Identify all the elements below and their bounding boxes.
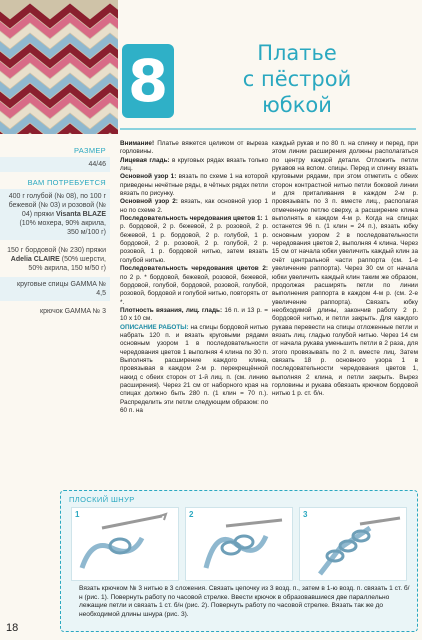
pattern-1-text: вязать по схеме 1 на которой приведены нечётные ряды, в чётных рядах петли вязать по рисунку. (120, 173, 268, 198)
figure-2-label: 2 (189, 510, 194, 519)
gauge-text: 16 п. и 13 р. = 10 х 10 см. (120, 306, 268, 323)
figure-1 (71, 507, 179, 581)
yarn-1-brand: Visanta BLAZE (55, 211, 106, 218)
yarn-1-text: 400 г голубой (№ 08), по 100 г бежевой (№ 03) и розовой (№ 04) пряжи (8, 193, 106, 218)
page-number: 18 (6, 622, 19, 634)
attention-text: Платье вяжется целиком от выреза горловины. (120, 140, 268, 156)
work-description-label: ОПИСАНИЕ РАБОТЫ: (120, 323, 189, 331)
size-value-block (0, 157, 110, 172)
yarn-2-block (0, 246, 110, 273)
yarn-2-text: 150 г бордовой (№ 230) пряжи (7, 247, 106, 254)
materials-heading: ВАМ ПОТРЕБУЕТСЯ (27, 178, 106, 187)
figure-3-drawing (300, 508, 406, 580)
yarn-2-brand: Adelia CLAIRE (10, 256, 60, 263)
instructions-column-2 (272, 140, 418, 399)
flat-cord-scheme (60, 490, 418, 632)
figure-2 (185, 507, 293, 581)
gauge-label: Плотность вязания, лиц. гладь: (120, 306, 223, 314)
title-line-3: юбкой (262, 93, 332, 117)
pattern-2-text: вязать, как основной узор 1 но по схеме 2. (120, 198, 268, 214)
needles-block (0, 277, 110, 301)
pattern-2-label: Основной узор 2: (120, 198, 178, 206)
title-line-2: с пёстрой (242, 67, 352, 91)
pattern-1-label: Основной узор 1: (120, 173, 177, 181)
figure-1-label: 1 (75, 510, 80, 519)
size-heading: РАЗМЕР (73, 146, 106, 155)
figure-1-drawing (72, 508, 178, 580)
color-sequence-1-text: 1 р. бордовой, 2 р. бежевой, 2 р. розовой, 2 р. бежевой, 1 р. бордовой, 2 р. голубой, 1 р. бордовой, 2 р. розовой, 2 р. голубой, 2 р. розовой, 1 р. бордовой нитью, затем вязать голубой нитью. (120, 215, 268, 264)
scheme-caption: Вязать крючком № 3 нитью в 3 сложения. Связать цепочку из 3 возд. п., затем в 1-ю возд. п. связать 1 ст. б/н (рис. 1). Повернуть работу по часовой стрелке. Ввести крючок в образовавшиеся две параллельно лежащие петли и связать 1 ст. б/н (рис. 2). Повернуть работу по часовой стрелке. Вязать так же до необходимой длины шнура (рис. 3). (79, 585, 410, 618)
yarn-2-composition: (50% шерсти, 50% акрила, 150 м/50 г) (28, 256, 106, 272)
size-value: 44/46 (88, 161, 106, 168)
page-title (178, 40, 416, 118)
materials-sidebar (0, 142, 110, 362)
yarn-1-composition: (10% мохера, 90% акрила, 350 м/100 г) (19, 220, 106, 236)
instructions-column-1 (120, 140, 268, 415)
title-line-1: Платье (257, 41, 337, 65)
figure-3-label: 3 (303, 510, 308, 519)
stockinette-text: в круговых рядах вязать только лиц. (120, 156, 268, 173)
work-description-continued: каждый рукав и по 80 п. на спинку и перед, при этом линии расширения должны располагаться по центру каждой детали. Отложить петли рукавов на вспом. спицы. Перед и спинку вязать круговыми рядами, при этом отметить с обеих сторон контрастной нитью петли боковой линии и для приталивания в каждом 2-м р. провязывать по 3 п. вместе лиц., располагая отмеченную петлю сверху, а расширение клина выполнять в каждом 4-м р. Когда на спицах останется 96 п. (1 клин = 24 п.), вязать юбку основным узором 2 в последовательности чередования цветов 2, выполняя 4 клина. Через 15 см от начала юбки увеличить каждый клин за счёт центральной части раппорта (см. 1-е увеличение раппорта). Через 30 см от начала юбки увеличить каждый клин таким же образом, продолжая расширять петли по линии выполнения раппорта в каждом 4-м р. (см. 2-е увеличение раппорта). Связать юбку необходимой длины, закончив работу 2 р. бордовой нитью, и петли закрыть. Для каждого рукава перевести на спицы отложенные петли и вязать лиц. гладью голубой нитью. Через 14 см от начала рукава уменьшить петли в 2 раза, для этого провязывать по 2 п. вместе лиц. Затем связать 18 р. основного узора 1 в последовательности чередования цветов 1, выполняя 2 клина, и петли закрыть. Вырез горловины и рукава обвязать крючком бордовой нитью 1 р. ст. б/н. (272, 140, 418, 398)
yarn-1-block (0, 189, 110, 240)
color-sequence-2-label: Последовательность чередования цветов 2: (120, 265, 268, 273)
hook-block (0, 307, 110, 316)
attention-label: Внимание! (120, 140, 155, 147)
needles-text: круговые спицы GAMMA № 4,5 (17, 281, 106, 297)
color-sequence-1-label: Последовательность чередования цветов 1: (120, 215, 263, 223)
work-description-text: на спицы бордовой нитью набрать 120 п. и вязать круговыми рядами основным узором 1 в последовательности чередования цветов 1 выполняя 4 клина по 30 п. Выполнять расширение каждого клина, провязывая в каждом 2-м р. перекрещённой накид с обеих сторон от 1-й лиц. п. (см. линию расширения). Через 21 см от наборного края на спицах должно быть 280 п. (1 клин = 70 п.). Распределить эти петли следующим образом: по 60 п. на (120, 323, 268, 414)
hook-text: крючок GAMMA № 3 (40, 308, 106, 315)
color-sequence-2-text: по 2 р. * бордовой, бежевой, розовой, бежевой, бордовой, голубой, бордовой, розовой, голубой, розовой, бордовой и голубой нитью, повторять от *. (120, 273, 268, 306)
scheme-title: ПЛОСКИЙ ШНУР (69, 495, 135, 504)
header-divider (120, 128, 416, 130)
figure-3 (299, 507, 407, 581)
stockinette-label: Лицевая гладь: (120, 156, 170, 164)
figure-2-drawing (186, 508, 292, 580)
project-number: 8 (122, 44, 174, 118)
zigzag-fabric-photo (0, 0, 118, 134)
